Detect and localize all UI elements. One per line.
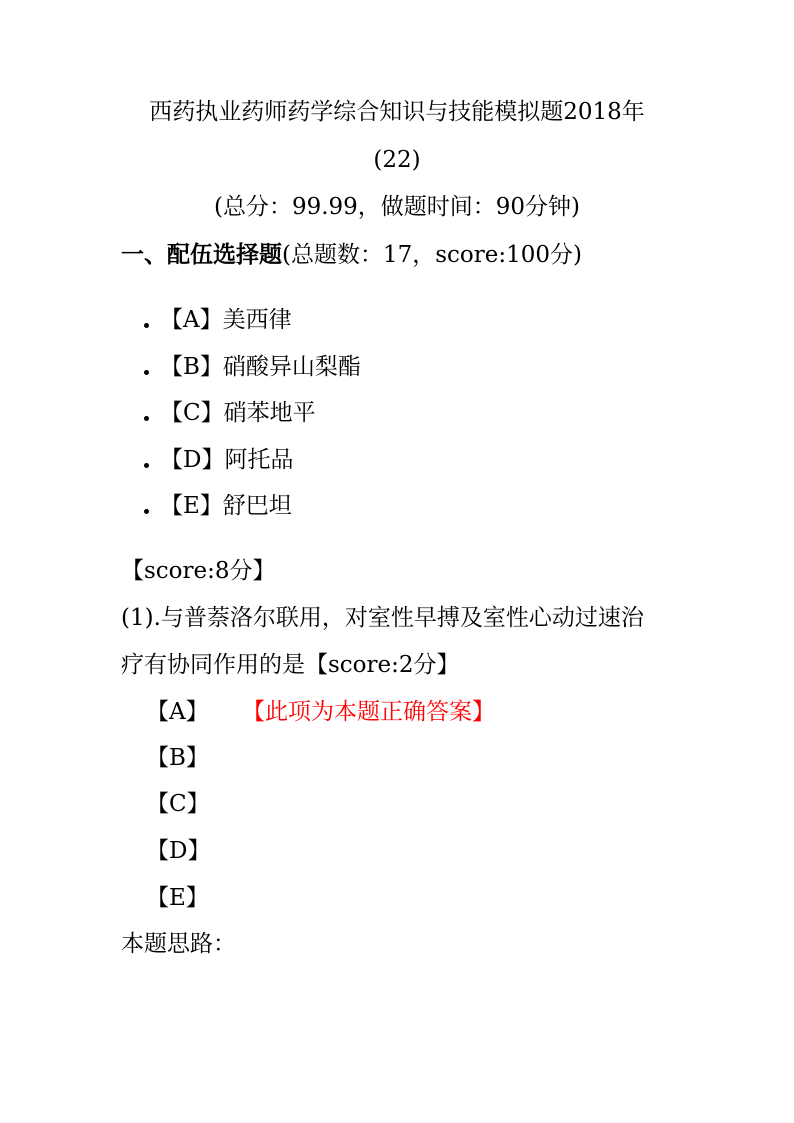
option-text: 硝苯地平 xyxy=(223,400,316,426)
option-text: 美西律 xyxy=(222,307,292,333)
answer-key: 【E】 xyxy=(146,885,209,911)
section-info: (总题数：17，score:100分) xyxy=(282,242,582,268)
bullet-icon xyxy=(144,463,149,468)
option-item xyxy=(160,398,316,428)
doc-title: 西药执业药师药学综合知识与技能模拟题2018年 xyxy=(149,99,645,125)
option-key: 【A】 xyxy=(160,307,223,333)
option-item xyxy=(160,491,292,521)
answer-row xyxy=(146,743,209,773)
option-text: 舒巴坦 xyxy=(222,493,292,519)
option-key: 【C】 xyxy=(160,400,224,426)
section-number: 一、 xyxy=(121,241,167,268)
answer-row xyxy=(146,697,495,727)
option-key: 【D】 xyxy=(160,447,225,473)
bullet-icon xyxy=(144,323,149,328)
bullet-icon xyxy=(144,370,149,375)
section-heading xyxy=(121,240,582,270)
correct-answer-note: 【此项为本题正确答案】 xyxy=(241,699,495,725)
option-item xyxy=(160,445,293,475)
answer-row xyxy=(146,836,210,866)
question-text-line1: (1).与普萘洛尔联用，对室性早搏及室性心动过速治 xyxy=(121,605,644,631)
group-score: 【score:8分】 xyxy=(121,558,276,584)
option-item xyxy=(160,352,361,382)
answer-key: 【C】 xyxy=(146,791,210,817)
answer-key: 【B】 xyxy=(146,745,209,771)
option-text: 阿托品 xyxy=(224,447,294,473)
analysis-label: 本题思路： xyxy=(121,931,236,957)
answer-row xyxy=(146,789,210,819)
bullet-icon xyxy=(144,416,149,421)
option-text: 硝酸异山梨酯 xyxy=(222,354,361,380)
section-name: 配伍选择题 xyxy=(167,241,282,268)
answer-key: 【A】 xyxy=(146,699,209,725)
doc-meta: (总分：99.99，做题时间：90分钟) xyxy=(213,194,581,220)
question-text-line2: 疗有协同作用的是【score:2分】 xyxy=(121,652,460,678)
answer-row xyxy=(146,883,209,913)
bullet-icon xyxy=(144,509,149,514)
answer-key: 【D】 xyxy=(146,838,211,864)
option-key: 【B】 xyxy=(160,354,223,380)
doc-title-number: (22) xyxy=(373,147,421,173)
option-item xyxy=(160,305,292,335)
option-key: 【E】 xyxy=(160,493,223,519)
